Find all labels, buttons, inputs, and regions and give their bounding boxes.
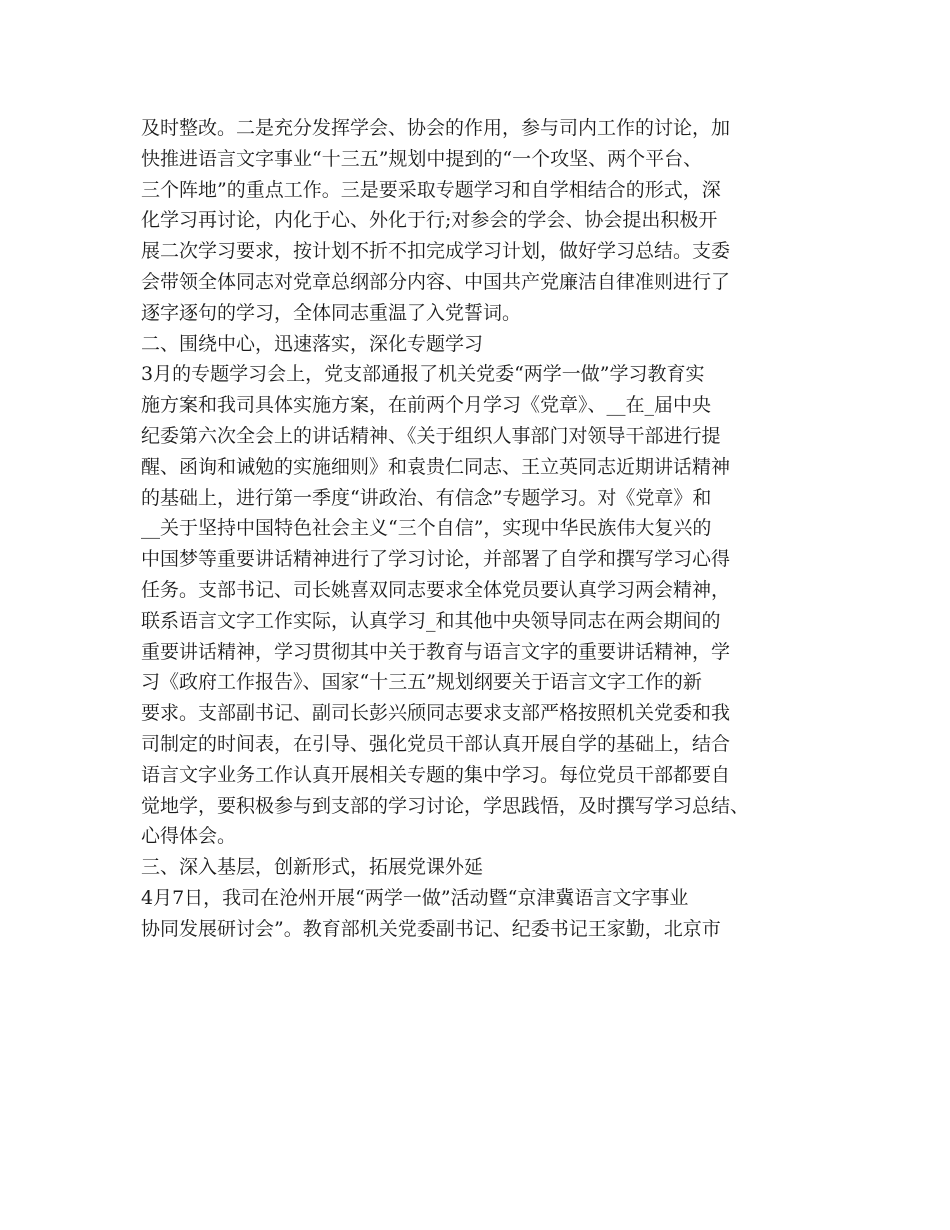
text-line: 4月7日，我司在沧州开展“两学一做”活动暨“京津冀语言文字事业 bbox=[141, 886, 689, 909]
text-line: 逐字逐句的学习，全体同志重温了入党誓词。 bbox=[141, 301, 522, 324]
text-line: 觉地学，要积极参与到支部的学习讨论，学思践悟，及时撰写学习总结、 bbox=[141, 794, 750, 817]
section-heading: 二、围绕中心，迅速落实，深化专题学习 bbox=[141, 332, 484, 355]
text-line: 语言文字业务工作认真开展相关专题的集中学习。每位党员干部都要自 bbox=[141, 763, 731, 786]
text-line: 司制定的时间表，在引导、强化党员干部认真开展自学的基础上，结合 bbox=[141, 732, 731, 755]
text-line: 化学习再讨论，内化于心、外化于行;对参会的学会、协会提出积极开 bbox=[141, 209, 718, 232]
text-line: 要求。支部副书记、副司长彭兴颀同志要求支部严格按照机关党委和我 bbox=[141, 702, 731, 725]
text-line: 习《政府工作报告》、国家“十三五”规划纲要关于语言文字工作的新 bbox=[141, 671, 702, 694]
text-line: 三个阵地”的重点工作。三是要采取专题学习和自学相结合的形式，深 bbox=[141, 178, 721, 201]
text-line: 醒、函询和诫勉的实施细则》和袁贵仁同志、王立英同志近期讲话精神 bbox=[141, 455, 731, 478]
text-line: 中国梦等重要讲话精神进行了学习讨论，并部署了自学和撰写学习心得 bbox=[141, 548, 731, 571]
section-heading: 三、深入基层，创新形式，拓展党课外延 bbox=[141, 856, 484, 879]
text-line: __关于坚持中国特色社会主义“三个自信”，实现中华民族伟大复兴的 bbox=[141, 517, 712, 540]
text-line: 及时整改。二是充分发挥学会、协会的作用，参与司内工作的讨论，加 bbox=[141, 117, 731, 139]
text-line: 协同发展研讨会”。教育部机关党委副书记、纪委书记王家勤，北京市 bbox=[141, 917, 721, 940]
text-line: 联系语言文字工作实际，认真学习_和其他中央领导同志在两会期间的 bbox=[141, 609, 721, 632]
text-line: 快推进语言文字事业“十三五”规划中提到的“一个攻坚、两个平台、 bbox=[141, 147, 703, 170]
text-line: 3月的专题学习会上，党支部通报了机关党委“两学一做”学习教育实 bbox=[141, 363, 705, 386]
text-line: 重要讲话精神，学习贯彻其中关于教育与语言文字的重要讲话精神，学 bbox=[141, 640, 731, 663]
text-line: 施方案和我司具体实施方案，在前两个月学习《党章》、__在_届中央 bbox=[141, 394, 712, 417]
document-body bbox=[141, 113, 821, 945]
text-line: 会带领全体同志对党章总纲部分内容、中国共产党廉洁自律准则进行了 bbox=[141, 270, 731, 293]
text-line: 的基础上，进行第一季度“讲政治、有信念”专题学习。对《党章》和 bbox=[141, 486, 712, 509]
text-line: 展二次学习要求，按计划不折不扣完成学习计划，做好学习总结。支委 bbox=[141, 240, 731, 263]
text-line: 心得体会。 bbox=[141, 825, 237, 848]
text-line: 纪委第六次全会上的讲话精神、《关于组织人事部门对领导干部进行提 bbox=[141, 424, 721, 447]
text-line: 任务。支部书记、司长姚喜双同志要求全体党员要认真学习两会精神， bbox=[141, 578, 731, 601]
